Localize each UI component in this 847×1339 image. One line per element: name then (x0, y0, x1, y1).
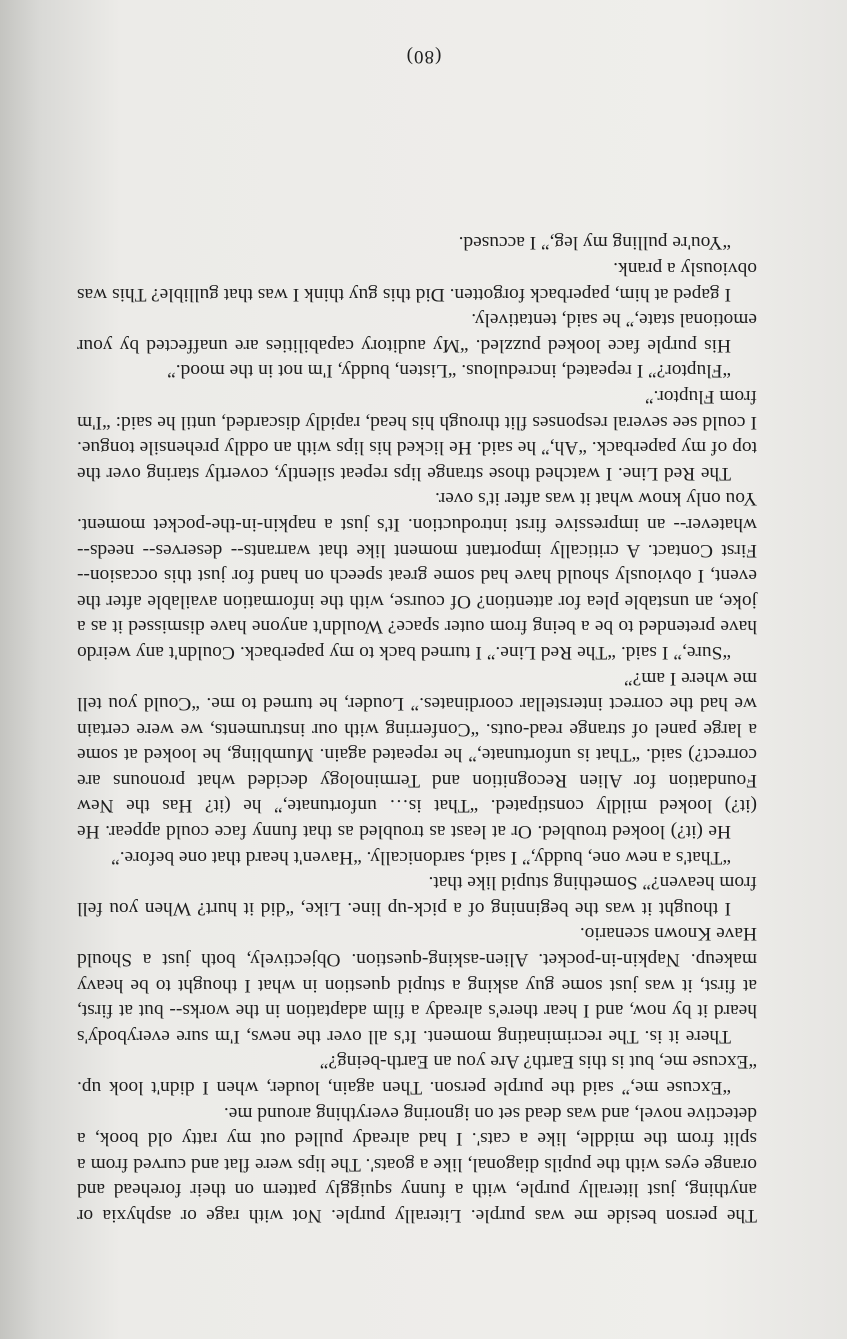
paragraph: I thought it was the beginning of a pick-up line. Like, “did it hurt? When you fell from heaven?” Something stupid like that. (77, 872, 757, 919)
paragraph: The Red Line. I watched those strange lips repeat silently, covertly staring over the top of my paperback. “Ah,” he said. He licked his lips with an oddly prehensile tongue. I could see several responses flit through his head, rapidly discarded, until he said: “I'm from Fluptor.” (77, 386, 757, 484)
paragraph: “Sure,” I said. “The Red Line.” I turned back to my paperback. Couldn't any weirdo have pretended to be a being from outer space? Wouldn't anyone have dismissed it as a joke, an unstable plea for attention? Of course, with the information available after the event, I obviously should have had some great speech on hand for just this occasion-- First Contact. A critically important moment like that warrants-- deserves-- needs-- whatever-- an impressive first introduction. It's just a napkin-in-the-pocket moment. You only know what it was after it's over. (77, 488, 757, 663)
body-text (77, 230, 757, 1228)
page-number: (80) (405, 46, 442, 67)
paragraph: “Excuse me,” said the purple person. Then again, louder, when I didn't look up. “Excuse me, but is this Earth? Are you an Earth-being?” (77, 1051, 757, 1099)
paragraph: “That's a new one, buddy,” I said, sardonically. “Haven't heard that one before.” (111, 846, 731, 868)
paragraph: He (it?) looked troubled. Or at least as troubled as that funny face could appear. He (it?) looked mildly constipated. “That is… unfortunate,” he (it? Has the New Foundation for Alien Recognition and Terminology decided what pronouns are correct?) said. “That is unfortunate,” he repeated again. Mumbling, he looked at some a large panel of strange read-outs. “Conferring with our instruments, we were certain we had the correct interstellar coordinates.” Louder, he turned to me. “Could you tell me where I am?” (77, 667, 757, 843)
paragraph: “Fluptor?” I repeated, incredulous. “Listen, buddy, I'm not in the mood.” (167, 360, 731, 382)
paragraph: The person beside me was purple. Literally purple. Not with rage or asphyxia or anything, just literally purple, with a funny squiggly pattern on their forehead and orange eyes with the pupils diagonal, like a goats'. The lips were flat and curved from a split from the middle, like a cats'. I had already pulled out my ratty old book, a detective novel, and was dead set on ignoring everything around me. (77, 1102, 757, 1226)
paragraph: I gaped at him, paperback forgotten. Did this guy think I was that gullible? This was obviously a prank. (77, 258, 757, 305)
paragraph: “You're pulling my leg,” I accused. (458, 232, 731, 254)
paragraph: His purple face looked puzzled. “My auditory capabilities are unaffected by your emotional state,” he said, tentatively. (77, 309, 757, 356)
paragraph: There it is. The recriminating moment. It's all over the news, I'm sure everybody's heard it by now, and I hear there's already a film adaptation in the works-- but at first, at first, it was just some guy asking a stupid question in what I thought to be heavy makeup. Napkin-in-pocket. Alien-asking-question. Objectively, both just a Should Have Known scenario. (77, 923, 757, 1047)
